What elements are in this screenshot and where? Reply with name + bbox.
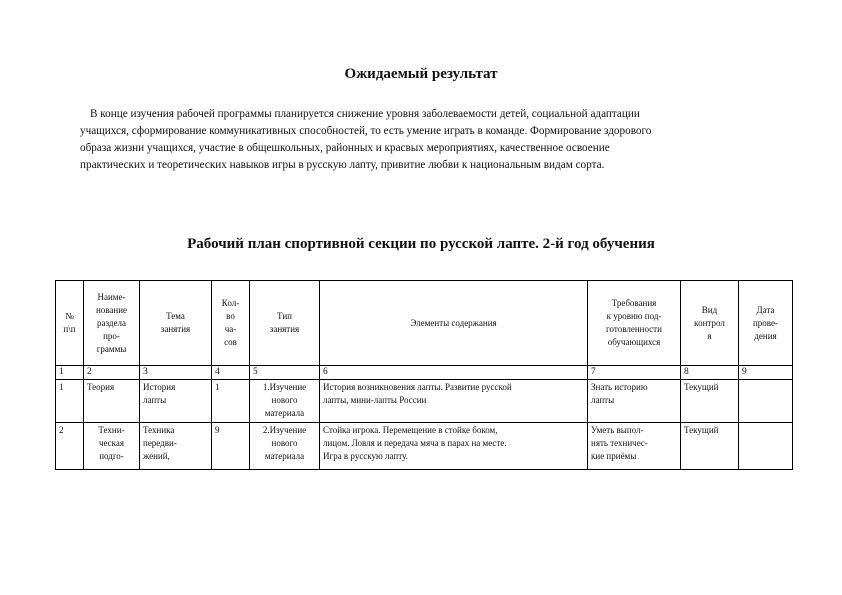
column-number-row xyxy=(56,366,793,380)
paragraph-line: В конце изучения рабочей программы планируется снижение уровня заболеваемости детей, социальной адаптации xyxy=(90,108,640,120)
column-number-cell: 6 xyxy=(320,366,588,380)
table-cell: 9 xyxy=(212,423,250,470)
column-number-cell: 4 xyxy=(212,366,250,380)
table-cell: История возникновения лапты. Развитие русской лапты, мини-лапты России xyxy=(320,380,588,423)
column-header-9: Дата прове- дения xyxy=(739,281,793,366)
table-cell: Уметь выпол- нять техничес- кие приёмы xyxy=(588,423,681,470)
table-cell: 1.Изучение нового материала xyxy=(250,380,320,423)
expected-result-paragraph xyxy=(80,106,770,174)
table-header-row xyxy=(56,281,793,366)
table-row xyxy=(56,380,793,423)
table-row xyxy=(56,423,793,470)
work-plan-table xyxy=(55,280,793,470)
column-header-7: Требования к уровню под- готовленности обучающихся xyxy=(588,281,681,366)
table-cell: 1 xyxy=(56,380,84,423)
table-cell xyxy=(739,380,793,423)
table-title: Рабочий план спортивной секции по русской лапте. 2-й год обучения xyxy=(187,236,655,252)
table-cell xyxy=(739,423,793,470)
column-number-cell: 9 xyxy=(739,366,793,380)
column-number-cell: 3 xyxy=(140,366,212,380)
table-cell: Теория xyxy=(84,380,140,423)
table-cell: Знать историю лапты xyxy=(588,380,681,423)
table-cell: 1 xyxy=(212,380,250,423)
column-header-3: Тема занятия xyxy=(140,281,212,366)
table-cell: Текущий xyxy=(681,380,739,423)
column-header-1: № п\п xyxy=(56,281,84,366)
table-cell: Техни- ческая подго- xyxy=(84,423,140,470)
paragraph-line: учащихся, сформирование коммуникативных способностей, то есть умение играть в команде. Формирование здорового xyxy=(80,125,652,137)
table-cell: Текущий xyxy=(681,423,739,470)
column-header-5: Тип занятия xyxy=(250,281,320,366)
column-number-cell: 1 xyxy=(56,366,84,380)
column-number-cell: 7 xyxy=(588,366,681,380)
table-cell: Техника передви- жений, xyxy=(140,423,212,470)
column-header-2: Наиме- нование раздела про- граммы xyxy=(84,281,140,366)
paragraph-line: практических и теоретических навыков игры в русскую лапту, привитие любви к национальным видам сорта. xyxy=(80,159,605,171)
column-header-6: Элементы содержания xyxy=(320,281,588,366)
table-cell: 2.Изучение нового материала xyxy=(250,423,320,470)
column-number-cell: 2 xyxy=(84,366,140,380)
table-cell: Стойка игрока. Перемещение в стойке боком, лицом. Ловля и передача мяча в парах на месте. Игра в русскую лапту. xyxy=(320,423,588,470)
table-cell: История лапты xyxy=(140,380,212,423)
heading-expected-result: Ожидаемый результат xyxy=(344,66,498,82)
paragraph-line: образа жизни учащихся, участие в общешкольных, районных и красвых мероприятиях, качественное освоение xyxy=(80,142,610,154)
column-header-4: Кол- во ча- сов xyxy=(212,281,250,366)
table-cell: 2 xyxy=(56,423,84,470)
column-number-cell: 5 xyxy=(250,366,320,380)
column-header-8: Вид контрол я xyxy=(681,281,739,366)
column-number-cell: 8 xyxy=(681,366,739,380)
